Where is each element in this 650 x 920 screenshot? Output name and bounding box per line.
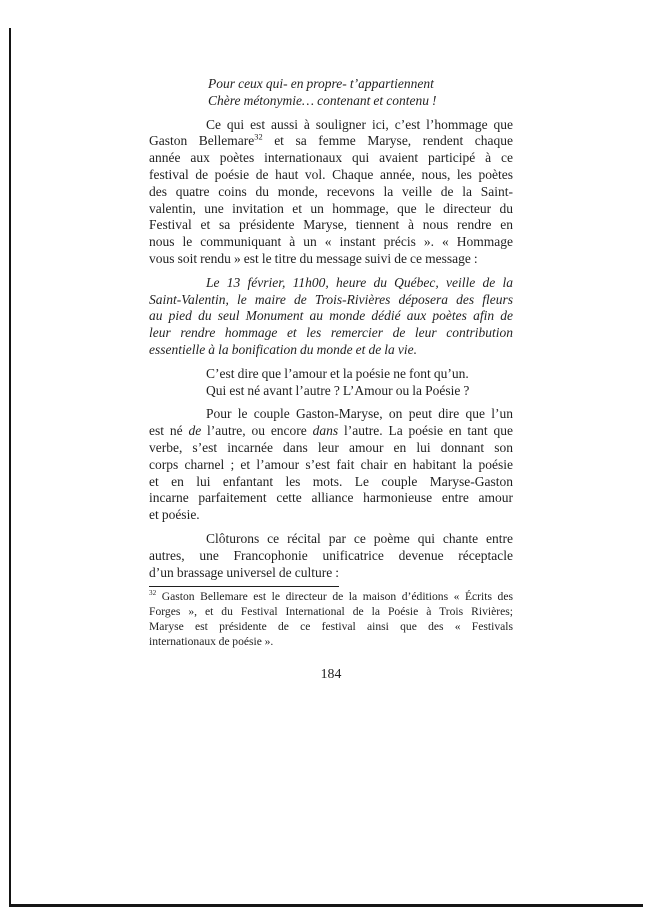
text-line: et en lui enfantant les mots. Le couple Maryse-Gaston (149, 473, 513, 489)
text-line: et poésie. (149, 507, 200, 523)
text-line: Saint-Valentin, le maire de Trois-Rivières déposera des fleurs (149, 291, 513, 307)
text-line: Maryse est présidente de ce festival ainsi que des « Festivals (149, 620, 513, 634)
italic-text: de (188, 423, 202, 439)
page-number: 184 (320, 666, 342, 682)
text-line: Qui est né avant l’autre ? L’Amour ou la Poésie ? (206, 382, 470, 398)
text-line: au pied du seul Monument au monde dédié aux poètes afin de (149, 308, 513, 324)
text-line: Pour ceux qui- en propre- t’appartiennent (208, 76, 434, 91)
text-line: leur rendre hommage et les remercier de leur contribution (149, 325, 513, 341)
text-segment: Gaston Bellemare (149, 133, 255, 149)
text-line (149, 423, 513, 440)
text-line: internationaux de poésie ». (149, 635, 274, 649)
text-line: d’un brassage universel de culture : (149, 564, 340, 580)
paragraph-cloture (149, 531, 513, 581)
text-segment: Gaston Bellemare est le directeur de la maison d’éditions « Écrits des (156, 590, 513, 604)
footnote-reference-superscript: 32 (254, 132, 263, 142)
text-line: corps charnel ; et l’amour s’est fait chair en habitant la poésie (149, 456, 513, 472)
italic-text: dans (312, 423, 339, 439)
text-line: Forges », et du Festival International de la Poésie à Trois Rivières; (149, 605, 513, 619)
text-line: des quatre coins du monde, recevons la veille de la Saint- (149, 183, 513, 199)
text-line: Festival et sa présidente Maryse, tiennent à nous rendre en (149, 217, 513, 233)
footnote-reference-superscript: 32 (149, 589, 157, 598)
text-segment: l’autre. La poésie en tant que (338, 423, 514, 439)
scan-edge-left-line (9, 28, 11, 907)
text-line: incarne parfaitement cette alliance harmonieuse entre amour (149, 490, 513, 506)
epigraph (208, 76, 513, 110)
text-segment: et sa femme Maryse, rendent chaque (262, 133, 513, 149)
text-segment: l’autre, ou encore (201, 423, 313, 439)
paragraph-couple (149, 406, 513, 524)
text-line (149, 589, 513, 604)
footnote (149, 589, 513, 649)
text-line: essentielle à la bonification du monde et de la vie. (149, 341, 417, 357)
scan-edge-bottom-line (9, 904, 643, 907)
text-line: verbe, s’est incarnée dans leur amour en lui donnant son (149, 439, 513, 455)
text-line: Le 13 février, 11h00, heure du Québec, veille de la (206, 274, 513, 290)
text-line: nous le communiquant à un « instant précis ». « Hommage (149, 234, 513, 250)
page-content (149, 76, 513, 683)
text-line: C’est dire que l’amour et la poésie ne font qu’un. (206, 365, 469, 381)
text-segment: est né (149, 423, 189, 439)
text-line: Pour le couple Gaston-Maryse, on peut dire que l’un (206, 406, 513, 422)
text-line: Chère métonymie… contenant et contenu ! (208, 92, 437, 108)
text-line: année aux poètes internationaux qui avaient participé à ce (149, 150, 513, 166)
paragraph-amour-poesie (149, 366, 513, 400)
text-line: vous soit rendu » est le titre du message suivi de ce message : (149, 250, 478, 266)
text-line: Ce qui est aussi à souligner ici, c’est l’hommage que (206, 116, 513, 132)
text-line: festival de poésie de haut vol. Chaque année, nous, les poètes (149, 166, 513, 182)
footnote-divider (149, 586, 339, 587)
paragraph-hommage (149, 117, 513, 268)
text-line: autres, une Francophonie unificatrice devenue réceptacle (149, 547, 513, 563)
text-line (149, 133, 513, 150)
text-line: Clôturons ce récital par ce poème qui chante entre (206, 530, 513, 546)
text-line: valentin, une invitation et un hommage, que le directeur du (149, 200, 513, 216)
blockquote-message (149, 275, 513, 359)
